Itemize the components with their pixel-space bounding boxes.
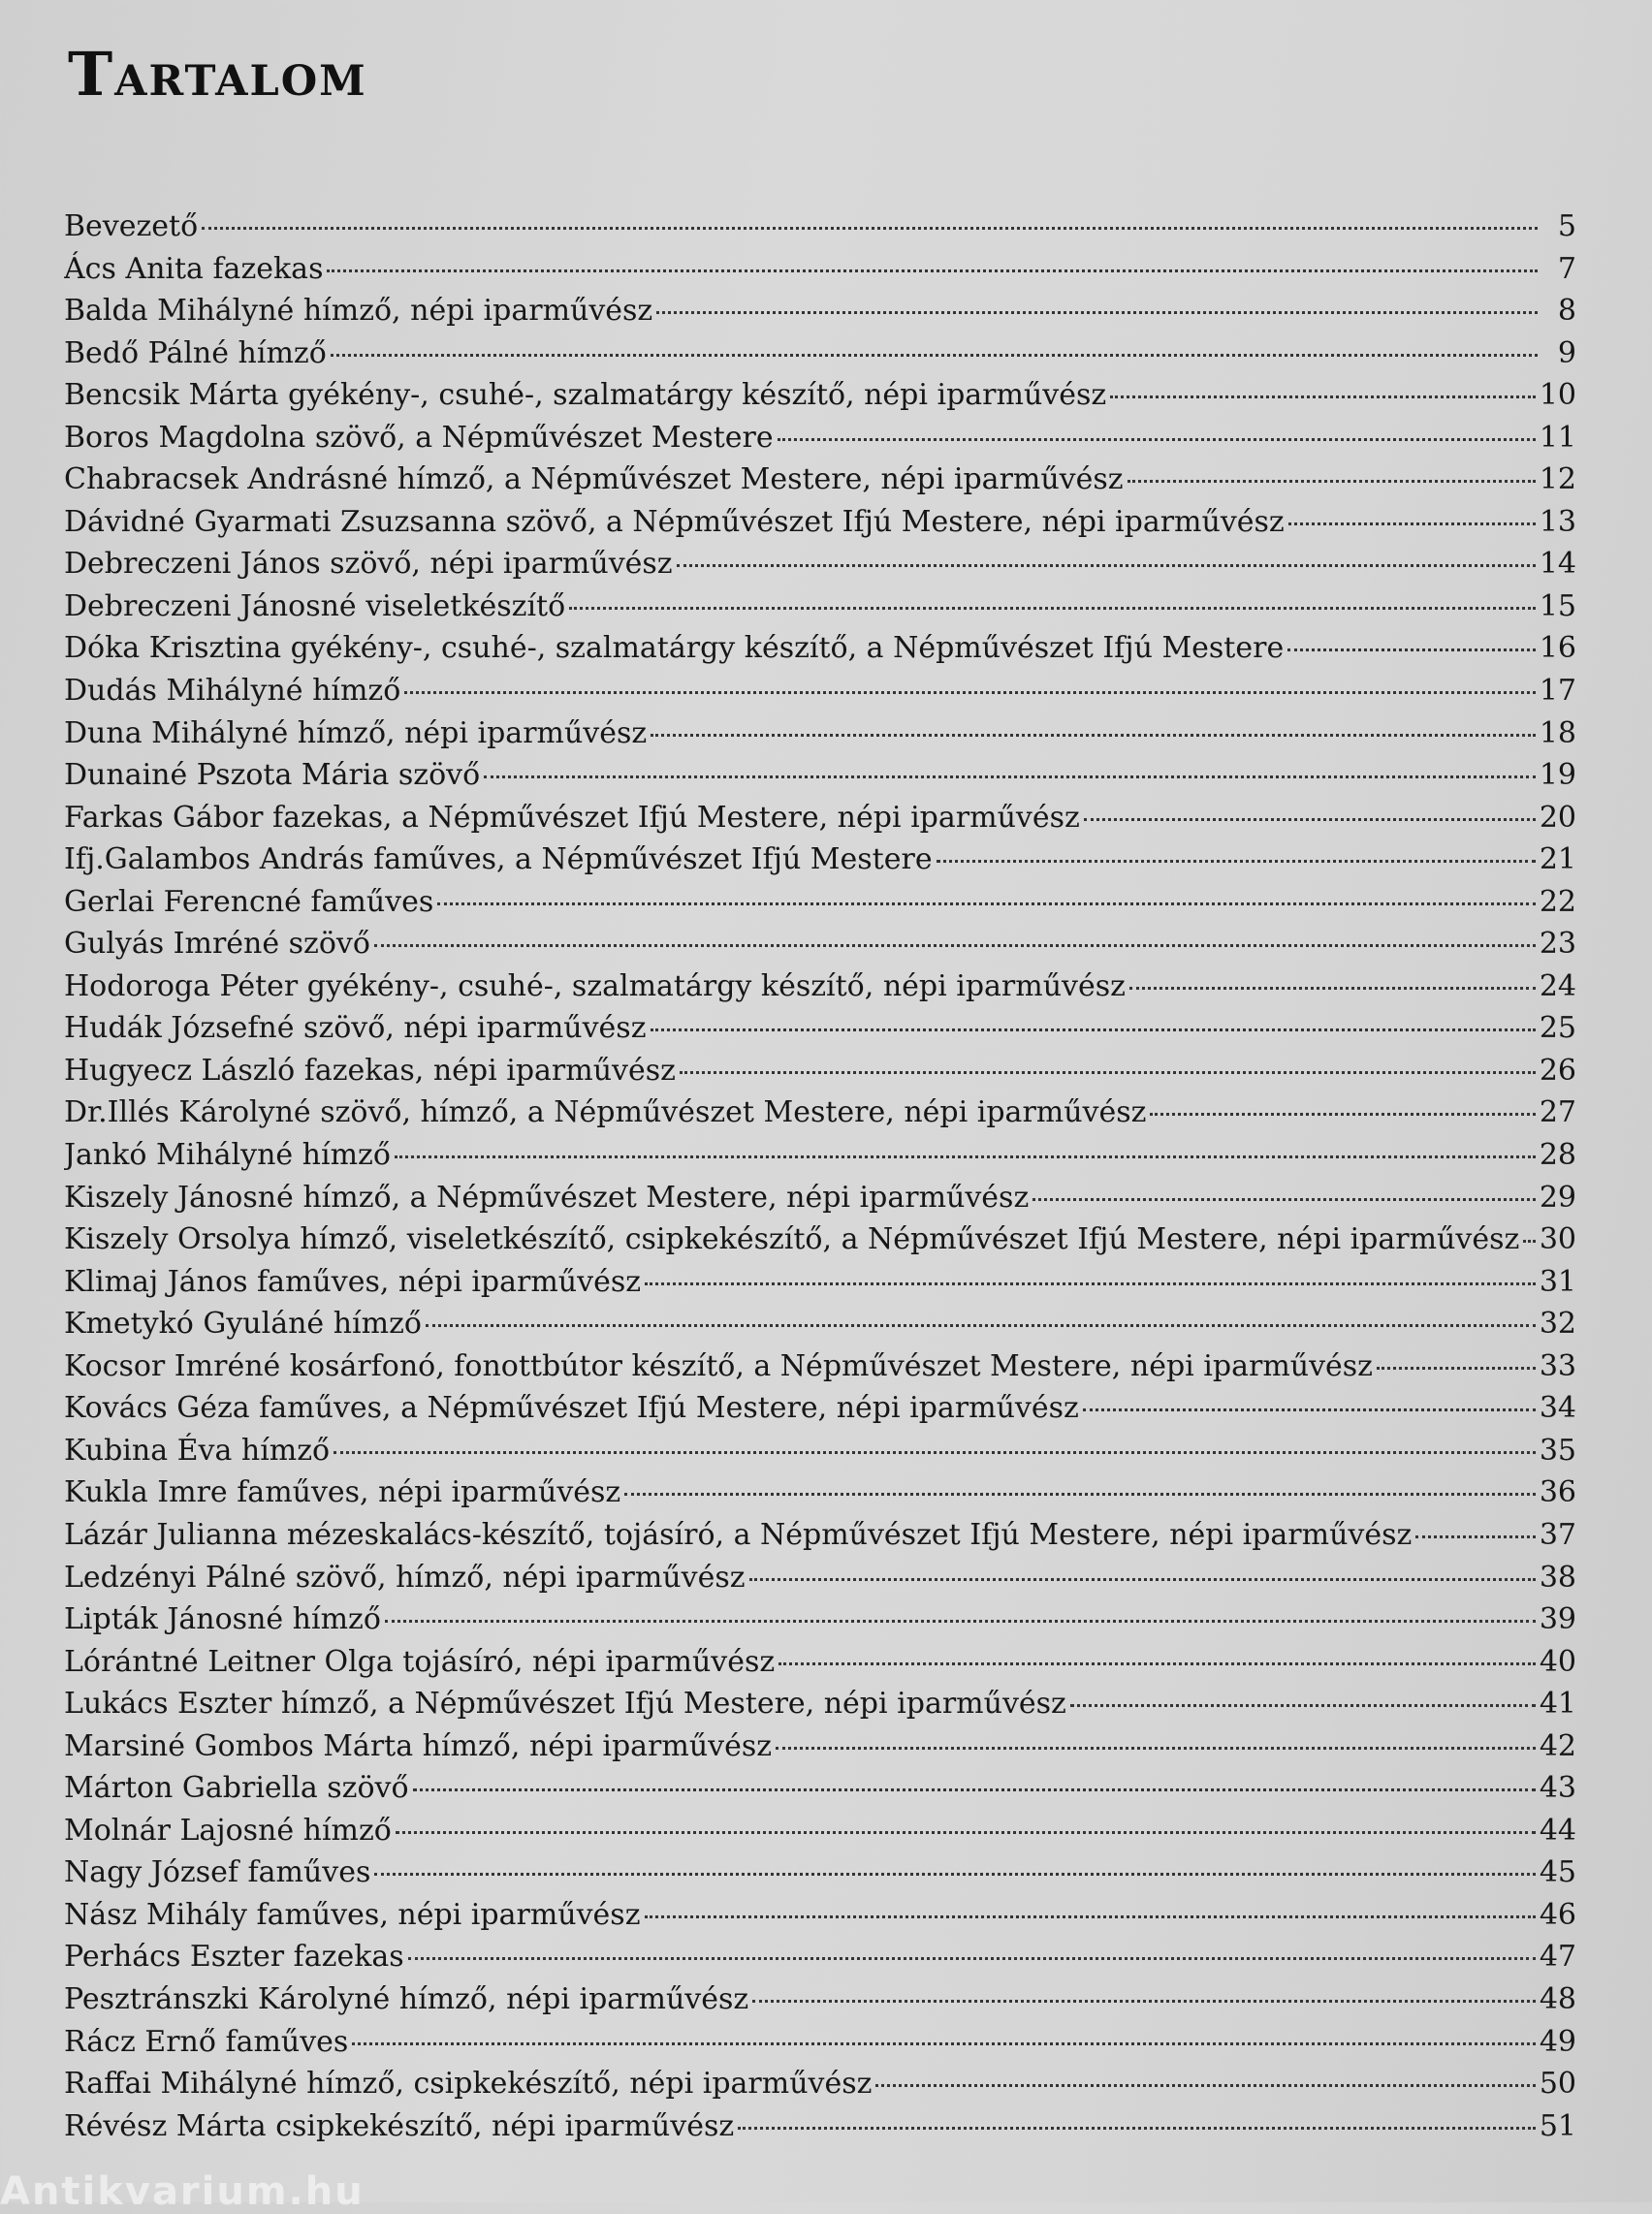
dot-leader: [645, 1282, 1536, 1285]
toc-entry-title: Pesztránszki Károlyné hímző, népi iparművész: [64, 1981, 749, 2016]
dot-leader: [778, 438, 1536, 441]
dot-leader: [352, 2042, 1535, 2045]
dot-leader: [680, 1071, 1536, 1074]
toc-entry-page-number: 28: [1539, 1138, 1576, 1173]
toc-entry: [64, 881, 1576, 924]
toc-entry-page-number: 49: [1539, 2024, 1576, 2059]
toc-entry: [64, 543, 1576, 585]
toc-entry-page-number: 13: [1539, 504, 1576, 539]
toc-entry-page-number: 25: [1539, 1011, 1576, 1046]
page-title: Tartalom: [68, 39, 367, 110]
toc-entry: [64, 1683, 1576, 1725]
toc-entry-title: Dóka Krisztina gyékény-, csuhé-, szalmatárgy készítő, a Népművészet Ifjú Mestere: [64, 631, 1285, 666]
toc-entry-page-number: 32: [1539, 1307, 1576, 1342]
dot-leader: [1523, 1240, 1536, 1243]
toc-entry-title: Kukla Imre faműves, népi iparművész: [64, 1475, 621, 1510]
dot-leader: [569, 607, 1536, 610]
toc-entry-title: Jankó Mihályné hímző: [64, 1138, 391, 1173]
toc-entry: [64, 1851, 1576, 1894]
toc-entry: [64, 1810, 1576, 1852]
dot-leader: [327, 269, 1538, 272]
dot-leader: [413, 1788, 1536, 1791]
toc-entry: [64, 1894, 1576, 1937]
dot-leader: [875, 2084, 1535, 2087]
toc-entry-page-number: 35: [1539, 1433, 1576, 1468]
dot-leader: [651, 1028, 1536, 1031]
dot-leader: [1032, 1198, 1536, 1201]
toc-entry-title: Klimaj János faműves, népi iparművész: [64, 1264, 642, 1299]
toc-entry-page-number: 5: [1557, 209, 1576, 243]
toc-entry-page-number: 38: [1539, 1560, 1576, 1595]
toc-entry-title: Debreczeni Jánosné viseletkészítő: [64, 588, 566, 623]
toc-entry-title: Ács Anita fazekas: [64, 251, 324, 286]
toc-entry-page-number: 20: [1539, 800, 1576, 835]
toc-entry: [64, 1091, 1576, 1134]
toc-entry: [64, 1303, 1576, 1345]
toc-entry-page-number: 42: [1539, 1728, 1576, 1763]
dot-leader: [1377, 1367, 1536, 1370]
toc-entry: [64, 923, 1576, 965]
toc-entry-page-number: 43: [1539, 1771, 1576, 1806]
dot-leader: [624, 1493, 1536, 1496]
toc-entry: [64, 1345, 1576, 1388]
toc-entry: [64, 1978, 1576, 2021]
dot-leader: [1150, 1113, 1535, 1116]
toc-entry: [64, 290, 1576, 332]
dot-leader: [645, 1915, 1536, 1918]
toc-entry-page-number: 11: [1539, 420, 1576, 455]
dot-leader: [937, 860, 1536, 863]
toc-entry: [64, 1557, 1576, 1599]
toc-entry-page-number: 45: [1539, 1855, 1576, 1890]
toc-entry-page-number: 34: [1539, 1391, 1576, 1426]
toc-entry: [64, 1471, 1576, 1514]
toc-entry-title: Ledzényi Pálné szövő, hímző, népi iparművész: [64, 1560, 746, 1595]
toc-entry-title: Kubina Éva hímző: [64, 1433, 331, 1468]
dot-leader: [374, 944, 1536, 947]
toc-entry-title: Nász Mihály faműves, népi iparművész: [64, 1897, 641, 1932]
toc-entry-title: Lipták Jánosné hímző: [64, 1602, 381, 1637]
dot-leader: [1110, 395, 1536, 398]
toc-entry: [64, 2063, 1576, 2105]
toc-entry: [64, 965, 1576, 1008]
toc-entry: [64, 754, 1576, 797]
toc-entry: [64, 501, 1576, 544]
toc-entry: [64, 374, 1576, 417]
dot-leader: [752, 2000, 1536, 2003]
toc-entry-page-number: 41: [1539, 1687, 1576, 1722]
dot-leader: [484, 775, 1536, 778]
dot-leader: [738, 2127, 1536, 2130]
toc-entry-title: Debreczeni János szövő, népi iparművész: [64, 547, 673, 582]
toc-entry-title: Farkas Gábor fazekas, a Népművészet Ifjú Mestere, népi iparművész: [64, 800, 1080, 835]
toc-entry-title: Révész Márta csipkekészítő, népi iparművész: [64, 2108, 735, 2143]
dot-leader: [408, 1957, 1536, 1960]
watermark: Antikvarium.hu: [0, 2169, 365, 2214]
toc-entry: [64, 585, 1576, 628]
toc-entry: [64, 670, 1576, 712]
toc-entry-page-number: 12: [1539, 462, 1576, 497]
toc-entry-title: Kmetykó Gyuláné hímző: [64, 1307, 422, 1342]
dot-leader: [396, 1831, 1536, 1834]
toc-entry: [64, 2021, 1576, 2064]
toc-entry-title: Dr.Illés Károlyné szövő, hímző, a Népművészet Mestere, népi iparművész: [64, 1095, 1147, 1130]
toc-entry: [64, 1430, 1576, 1472]
toc-entry-title: Chabracsek Andrásné hímző, a Népművészet Mestere, népi iparművész: [64, 462, 1124, 497]
toc-entry-page-number: 39: [1539, 1602, 1576, 1637]
toc-entry: [64, 627, 1576, 670]
toc-entry-title: Lórántné Leitner Olga tojásíró, népi iparművész: [64, 1644, 776, 1679]
toc-entry-page-number: 16: [1539, 631, 1576, 666]
dot-leader: [385, 1620, 1536, 1623]
toc-entry: [64, 1050, 1576, 1092]
toc-entry-title: Gulyás Imréné szövő: [64, 927, 370, 962]
toc-entry-page-number: 9: [1557, 335, 1576, 370]
toc-entry-title: Hudák Józsefné szövő, népi iparművész: [64, 1011, 647, 1046]
toc-entry-page-number: 23: [1539, 927, 1576, 962]
dot-leader: [374, 1873, 1535, 1876]
toc-entry-title: Boros Magdolna szövő, a Népművészet Mestere: [64, 420, 774, 455]
toc-entry-title: Dunainé Pszota Mária szövő: [64, 758, 481, 793]
toc-entry: [64, 1007, 1576, 1050]
toc-entry-title: Raffai Mihályné hímző, csipkekészítő, népi iparművész: [64, 2067, 873, 2102]
dot-leader: [1287, 648, 1536, 651]
toc-entry-page-number: 48: [1539, 1981, 1576, 2016]
toc-entry-page-number: 8: [1557, 294, 1576, 329]
toc-entry-title: Balda Mihályné hímző, népi iparművész: [64, 294, 653, 329]
toc-entry-page-number: 51: [1539, 2108, 1576, 2143]
toc-entry-page-number: 26: [1539, 1053, 1576, 1088]
dot-leader: [1070, 1704, 1536, 1707]
toc-entry-title: Marsiné Gombos Márta hímző, népi iparművész: [64, 1728, 773, 1763]
toc-entry-page-number: 31: [1539, 1264, 1576, 1299]
toc-entry-page-number: 19: [1539, 758, 1576, 793]
dot-leader: [1129, 987, 1536, 990]
dot-leader: [651, 734, 1536, 737]
toc-entry-title: Perhács Eszter fazekas: [64, 1940, 404, 1975]
toc-entry-page-number: 18: [1539, 715, 1576, 750]
toc-entry: [64, 459, 1576, 501]
toc-entry: [64, 1218, 1576, 1261]
dot-leader: [395, 1155, 1536, 1158]
toc-entry-title: Rácz Ernő faműves: [64, 2024, 349, 2059]
toc-entry: [64, 1514, 1576, 1557]
dot-leader: [778, 1662, 1536, 1665]
dot-leader: [334, 1451, 1536, 1454]
toc-entry-page-number: 24: [1539, 968, 1576, 1003]
dot-leader: [1288, 522, 1536, 525]
dot-leader: [776, 1747, 1536, 1750]
table-of-contents: [64, 206, 1576, 2147]
toc-entry-page-number: 47: [1539, 1940, 1576, 1975]
toc-entry-page-number: 17: [1539, 674, 1576, 709]
toc-entry: [64, 838, 1576, 881]
toc-entry-title: Dudás Mihályné hímző: [64, 674, 401, 709]
dot-leader: [1128, 480, 1536, 483]
toc-entry: [64, 332, 1576, 375]
toc-entry: [64, 1134, 1576, 1177]
toc-entry-title: Márton Gabriella szövő: [64, 1771, 409, 1806]
toc-entry-page-number: 36: [1539, 1475, 1576, 1510]
toc-entry-page-number: 37: [1539, 1517, 1576, 1552]
dot-leader: [677, 564, 1536, 567]
toc-entry: [64, 1261, 1576, 1304]
toc-entry-page-number: 29: [1539, 1180, 1576, 1215]
toc-entry-page-number: 15: [1539, 588, 1576, 623]
toc-entry-title: Bedő Pálné hímző: [64, 335, 327, 370]
toc-entry-page-number: 30: [1539, 1222, 1576, 1257]
toc-entry-page-number: 44: [1539, 1813, 1576, 1848]
toc-entry-page-number: 14: [1539, 547, 1576, 582]
toc-entry-page-number: 33: [1539, 1348, 1576, 1383]
toc-entry-title: Kiszely Orsolya hímző, viseletkészítő, csipkekészítő, a Népművészet Ifjú Mestere, népi iparművész: [64, 1222, 1520, 1257]
toc-entry-title: Bevezető: [64, 209, 199, 243]
toc-entry: [64, 248, 1576, 291]
toc-entry-title: Kiszely Jánosné hímző, a Népművészet Mestere, népi iparművész: [64, 1180, 1030, 1215]
toc-entry-page-number: 27: [1539, 1095, 1576, 1130]
toc-entry-title: Gerlai Ferencné faműves: [64, 884, 434, 919]
toc-entry-page-number: 21: [1539, 842, 1576, 877]
toc-entry-title: Ifj.Galambos András faműves, a Népművészet Ifjú Mestere: [64, 842, 933, 877]
toc-entry: [64, 712, 1576, 755]
dot-leader: [426, 1324, 1536, 1327]
toc-entry-title: Duna Mihályné hímző, népi iparművész: [64, 715, 648, 750]
dot-leader: [202, 227, 1538, 230]
toc-entry-title: Kovács Géza faműves, a Népművészet Ifjú Mestere, népi iparművész: [64, 1391, 1079, 1426]
toc-entry-page-number: 10: [1539, 378, 1576, 413]
toc-entry-title: Kocsor Imréné kosárfonó, fonottbútor készítő, a Népművészet Mestere, népi iparművész: [64, 1348, 1373, 1383]
toc-entry: [64, 1177, 1576, 1219]
toc-entry-page-number: 50: [1539, 2067, 1576, 2102]
toc-entry: [64, 1598, 1576, 1641]
dot-leader: [749, 1578, 1536, 1581]
toc-entry-page-number: 40: [1539, 1644, 1576, 1679]
toc-entry-page-number: 7: [1557, 251, 1576, 286]
toc-entry: [64, 417, 1576, 459]
toc-entry-title: Dávidné Gyarmati Zsuzsanna szövő, a Népművészet Ifjú Mestere, népi iparművész: [64, 504, 1285, 539]
toc-entry-page-number: 22: [1539, 884, 1576, 919]
dot-leader: [1084, 818, 1536, 821]
dot-leader: [404, 691, 1536, 694]
dot-leader: [437, 902, 1536, 905]
toc-entry-title: Hugyecz László fazekas, népi iparművész: [64, 1053, 676, 1088]
toc-entry: [64, 1725, 1576, 1768]
toc-entry: [64, 797, 1576, 839]
toc-entry-title: Molnár Lajosné hímző: [64, 1813, 392, 1848]
toc-entry-title: Nagy József faműves: [64, 1855, 371, 1890]
toc-entry: [64, 1936, 1576, 1978]
toc-entry-page-number: 46: [1539, 1897, 1576, 1932]
toc-entry-title: Hodoroga Péter gyékény-, csuhé-, szalmatárgy készítő, népi iparművész: [64, 968, 1126, 1003]
dot-leader: [331, 354, 1538, 357]
dot-leader: [1415, 1535, 1536, 1538]
dot-leader: [1083, 1408, 1536, 1411]
toc-entry-title: Bencsik Márta gyékény-, csuhé-, szalmatárgy készítő, népi iparművész: [64, 378, 1107, 413]
toc-entry-title: Lukács Eszter hímző, a Népművészet Ifjú Mestere, népi iparművész: [64, 1687, 1066, 1722]
toc-entry: [64, 2105, 1576, 2148]
dot-leader: [656, 311, 1538, 314]
toc-entry: [64, 1641, 1576, 1684]
toc-entry: [64, 1387, 1576, 1430]
toc-entry: [64, 206, 1576, 248]
toc-entry: [64, 1767, 1576, 1810]
toc-entry-title: Lázár Julianna mézeskalács-készítő, tojásíró, a Népművészet Ifjú Mestere, népi iparművész: [64, 1517, 1413, 1552]
